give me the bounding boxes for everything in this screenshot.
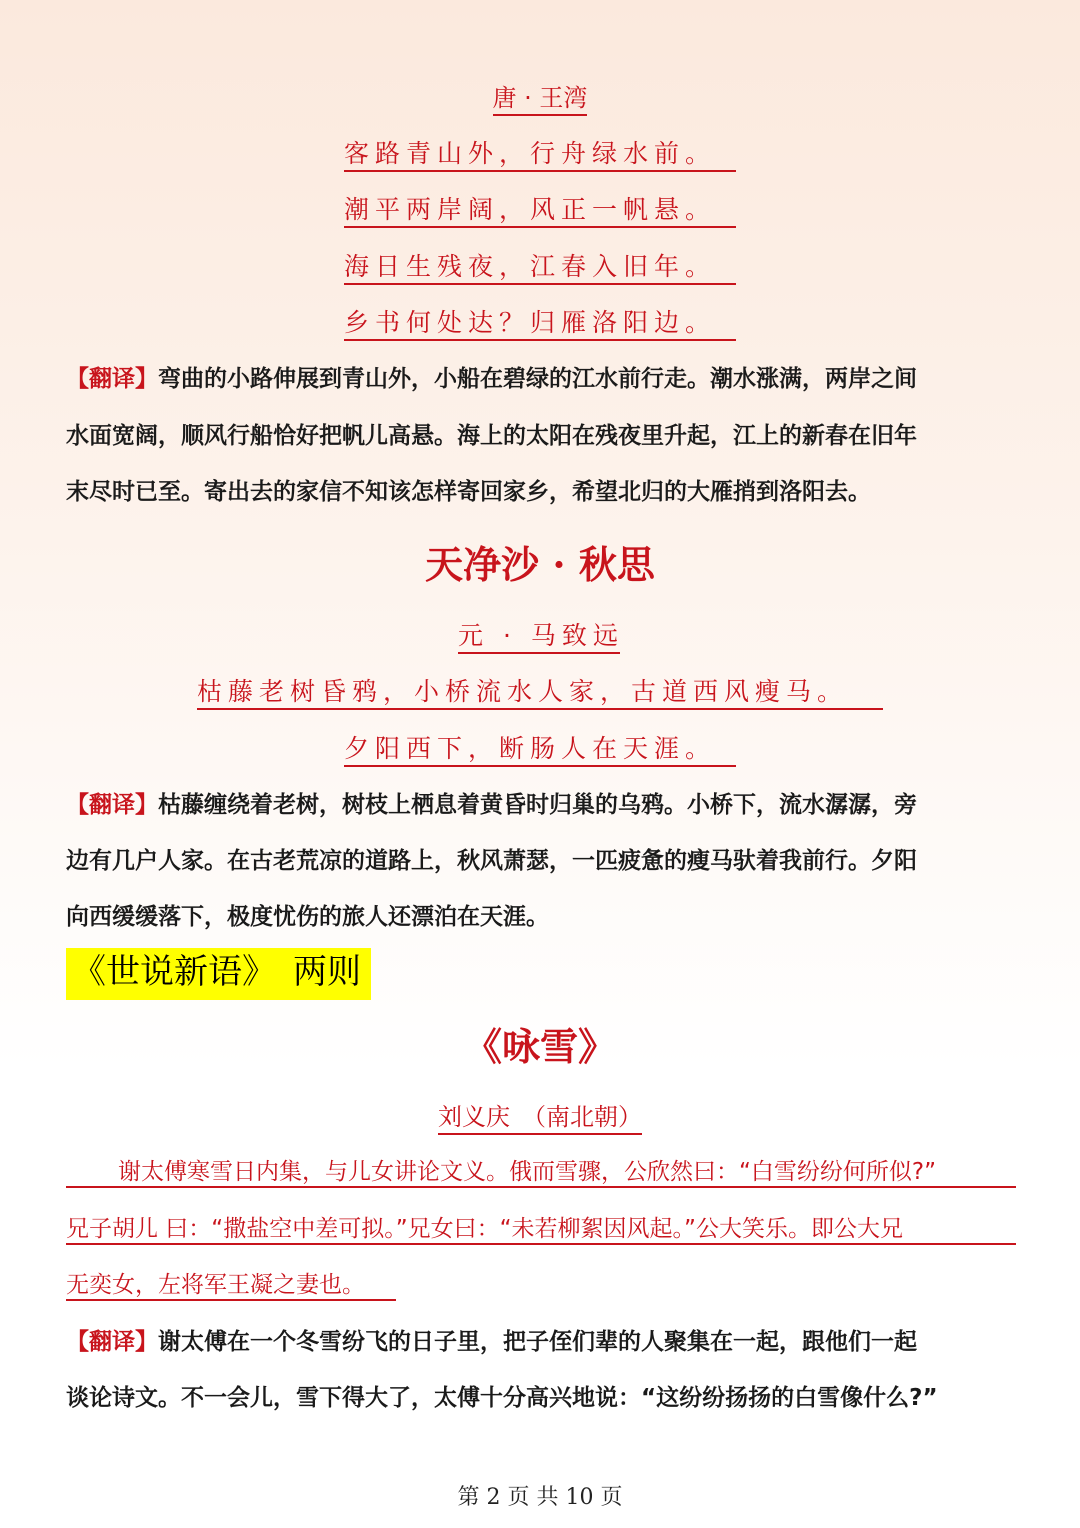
story1-translation-line-1 (66, 1323, 1016, 1356)
story1-title: 《咏雪》 (463, 1024, 616, 1069)
poem2-author: 元 · 马致远 (458, 616, 620, 654)
poem2-title: 天净沙 · 秋思 (425, 542, 655, 587)
poem1-translation-line-2: 水面宽阔，顺风行船恰好把帆儿高悬。海上的太阳在残夜里升起，江上的新春在旧年 (66, 423, 917, 449)
story1-text-line-3: 无奕女，左将军王凝之妻也。 (66, 1266, 396, 1301)
poem1-line-1: 客路青山外，行舟绿水前。 (344, 134, 736, 172)
poem2-translation-line-2: 边有几户人家。在古老荒凉的道路上，秋风萧瑟，一匹疲惫的瘦马驮着我前行。夕阳 (66, 848, 917, 874)
poem2-translation-line-1 (66, 786, 1016, 819)
story1-author (0, 1097, 1080, 1132)
translation-tag: 【翻译】 (66, 792, 158, 818)
story1-text-line-1: 谢太傅寒雪日内集，与儿女讲论文义。俄而雪骤，公欣然曰：“白雪纷纷何所似?” (66, 1153, 1016, 1188)
story1-translation-line-2: 谈论诗文。不一会儿，雪下得大了，太傅十分高兴地说：“这纷纷扬扬的白雪像什么?” (66, 1385, 938, 1411)
poem2-line-1: 枯藤老树昏鸦，小桥流水人家，古道西风瘦马。 (197, 672, 883, 710)
poem2-translation-line-3: 向西缓缓落下，极度忧伤的旅人还漂泊在天涯。 (66, 904, 549, 930)
poem1-author-text: 唐 · 王湾 (493, 84, 588, 116)
section-heading (66, 944, 371, 993)
section-heading-text: 《世说新语》 两则 (66, 948, 371, 1000)
poem1-line-4: 乡书何处达？归雁洛阳边。 (344, 303, 736, 341)
poem2-line-2: 夕阳西下，断肠人在天涯。 (344, 729, 736, 767)
poem1-line-3: 海日生残夜，江春入旧年。 (344, 247, 736, 285)
poem1-author (0, 78, 1080, 113)
story1-author-text: 刘义庆 （南北朝） (438, 1103, 642, 1135)
translation-text: 弯曲的小路伸展到青山外，小船在碧绿的江水前行走。潮水涨满，两岸之间 (158, 366, 917, 392)
translation-tag: 【翻译】 (66, 1329, 158, 1355)
page-footer: 第 2 页 共 10 页 (457, 1485, 623, 1510)
translation-text: 枯藤缠绕着老树，树枝上栖息着黄昏时归巢的乌鸦。小桥下，流水潺潺，旁 (158, 792, 917, 818)
poem1-translation-line-1 (66, 360, 1016, 393)
story1-text-line-2: 兄子胡儿 曰：“撒盐空中差可拟。”兄女曰：“未若柳絮因风起。”公大笑乐。即公大兄 (66, 1210, 1016, 1245)
poem1-translation-line-3: 末尽时已至。寄出去的家信不知该怎样寄回家乡，希望北归的大雁捎到洛阳去。 (66, 479, 871, 505)
translation-tag: 【翻译】 (66, 366, 158, 392)
translation-text: 谢太傅在一个冬雪纷飞的日子里，把子侄们辈的人聚集在一起，跟他们一起 (158, 1329, 917, 1355)
poem1-line-2: 潮平两岸阔，风正一帆悬。 (344, 190, 736, 228)
